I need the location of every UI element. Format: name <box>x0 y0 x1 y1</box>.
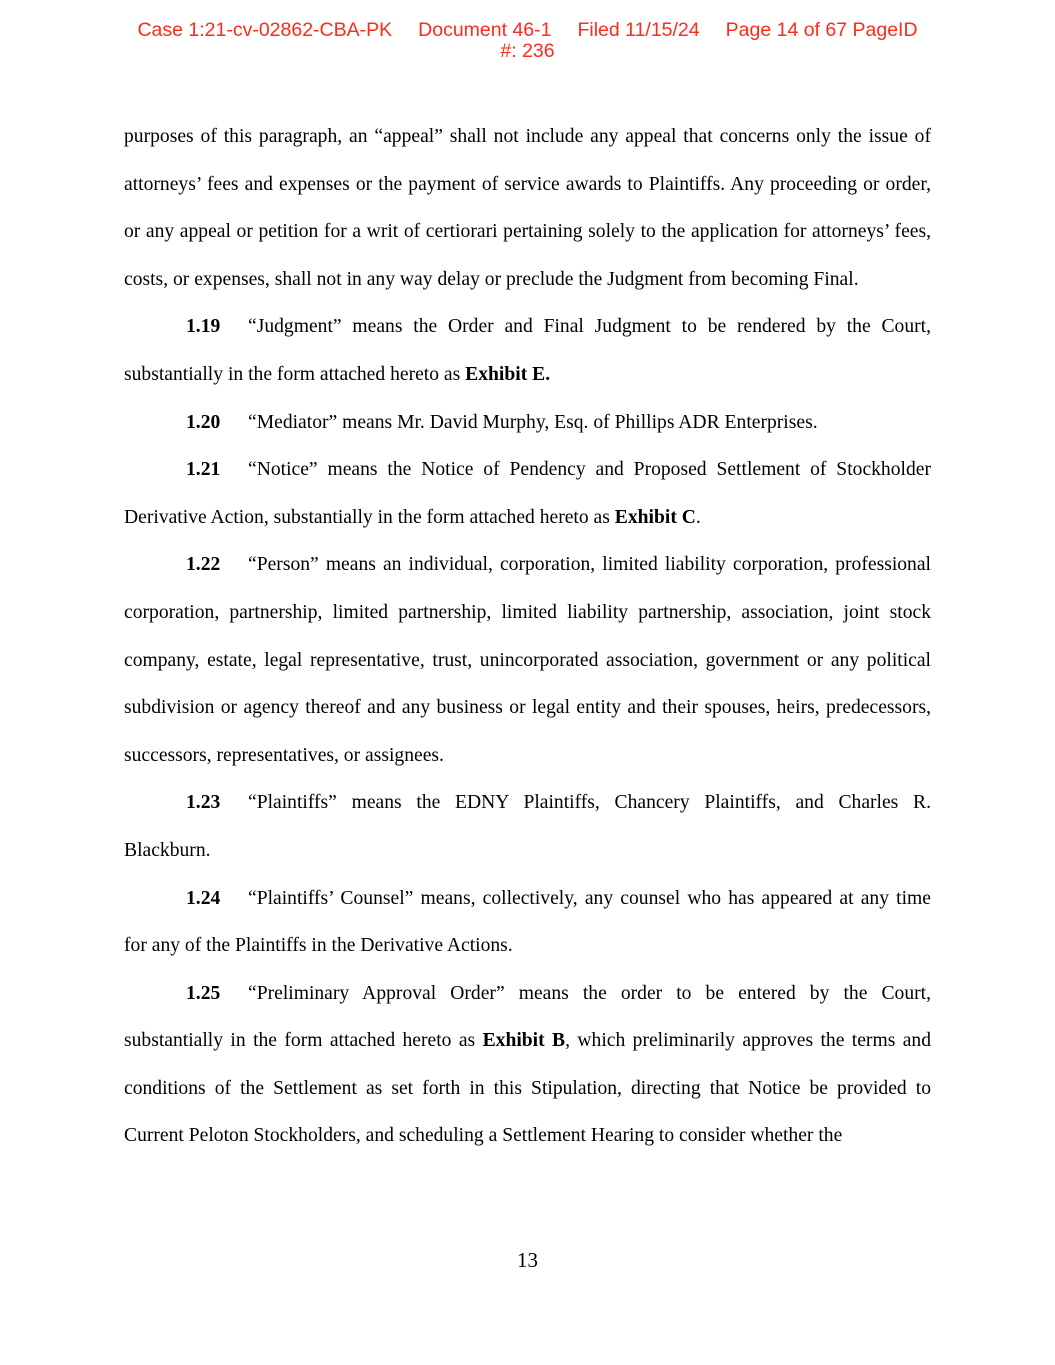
section-1-25: 1.25 “Preliminary Approval Order” means the order to be entered by the Court, substantially in the form attached hereto as Exhibit B, which preliminarily approves the terms and conditions of the Settlement as set forth in this Stipulation, directing that Notice be provided to Current Peloton Stockholders, and scheduling a Settlement Hearing to consider whether the <box>124 970 931 1160</box>
section-number: 1.21 <box>186 459 221 481</box>
section-number: 1.19 <box>186 316 221 338</box>
section-text: “Judgment” means the Order and Final Judgment to be rendered by the Court, substantially in the form attached hereto as <box>124 316 931 385</box>
section-number: 1.23 <box>186 792 221 814</box>
case-header <box>0 20 1055 62</box>
document-number: Document 46-1 <box>418 19 552 41</box>
section-1-21: 1.21 “Notice” means the Notice of Pendency and Proposed Settlement of Stockholder Derivative Action, substantially in the form attached hereto as Exhibit C. <box>124 446 931 541</box>
page-count: Page 14 of 67 PageID <box>725 19 918 41</box>
exhibit-reference: Exhibit B <box>482 1030 566 1052</box>
section-1-20 <box>124 399 931 447</box>
section-1-23 <box>124 779 931 874</box>
section-number: 1.25 <box>186 982 221 1004</box>
exhibit-reference: Exhibit E. <box>465 363 551 385</box>
case-number: Case 1:21-cv-02862-CBA-PK <box>137 19 393 41</box>
section-1-22 <box>124 541 931 779</box>
filed-date: Filed 11/15/24 <box>577 19 700 41</box>
section-text: “Person” means an individual, corporation, limited liability corporation, professional corporation, partnership, limited partnership, limited liability partnership, association, joint stock company, estate, legal representative, trust, unincorporated association, government or any political subdivision or agency thereof and any business or legal entity and their spouses, heirs, predecessors, successors, representatives, or assignees. <box>124 554 931 766</box>
page-id: #: 236 <box>500 40 555 62</box>
section-number: 1.22 <box>186 554 221 576</box>
section-text: “Notice” means the Notice of Pendency and Proposed Settlement of Stockholder Derivative Action, substantially in the form attached hereto as <box>124 459 931 528</box>
continuation-paragraph: purposes of this paragraph, an “appeal” shall not include any appeal that concerns only the issue of attorneys’ fees and expenses or the payment of service awards to Plaintiffs. Any proceeding or order, or any appeal or petition for a writ of certiorari pertaining solely to the application for attorneys’ fees, costs, or expenses, shall not in any way delay or preclude the Judgment from becoming Final. <box>124 126 931 290</box>
section-1-24 <box>124 875 931 970</box>
document-body <box>124 113 931 1160</box>
section-text: “Plaintiffs” means the EDNY Plaintiffs, Chancery Plaintiffs, and Charles R. Blackburn. <box>124 792 931 861</box>
case-header-line-1 <box>0 20 1055 41</box>
section-text: “Mediator” means Mr. David Murphy, Esq. of Phillips ADR Enterprises. <box>248 411 818 433</box>
section-number: 1.24 <box>186 887 221 909</box>
section-number: 1.20 <box>186 411 221 433</box>
exhibit-reference: Exhibit C <box>614 506 696 528</box>
section-text: “Preliminary Approval Order” means the order to be entered by the Court, substantially in the form attached hereto as <box>124 982 931 1052</box>
page-number: 13 <box>517 1248 538 1272</box>
section-1-19 <box>124 303 931 398</box>
section-text: “Plaintiffs’ Counsel” means, collectively, any counsel who has appeared at any time for any of the Plaintiffs in the Derivative Actions. <box>124 887 931 957</box>
